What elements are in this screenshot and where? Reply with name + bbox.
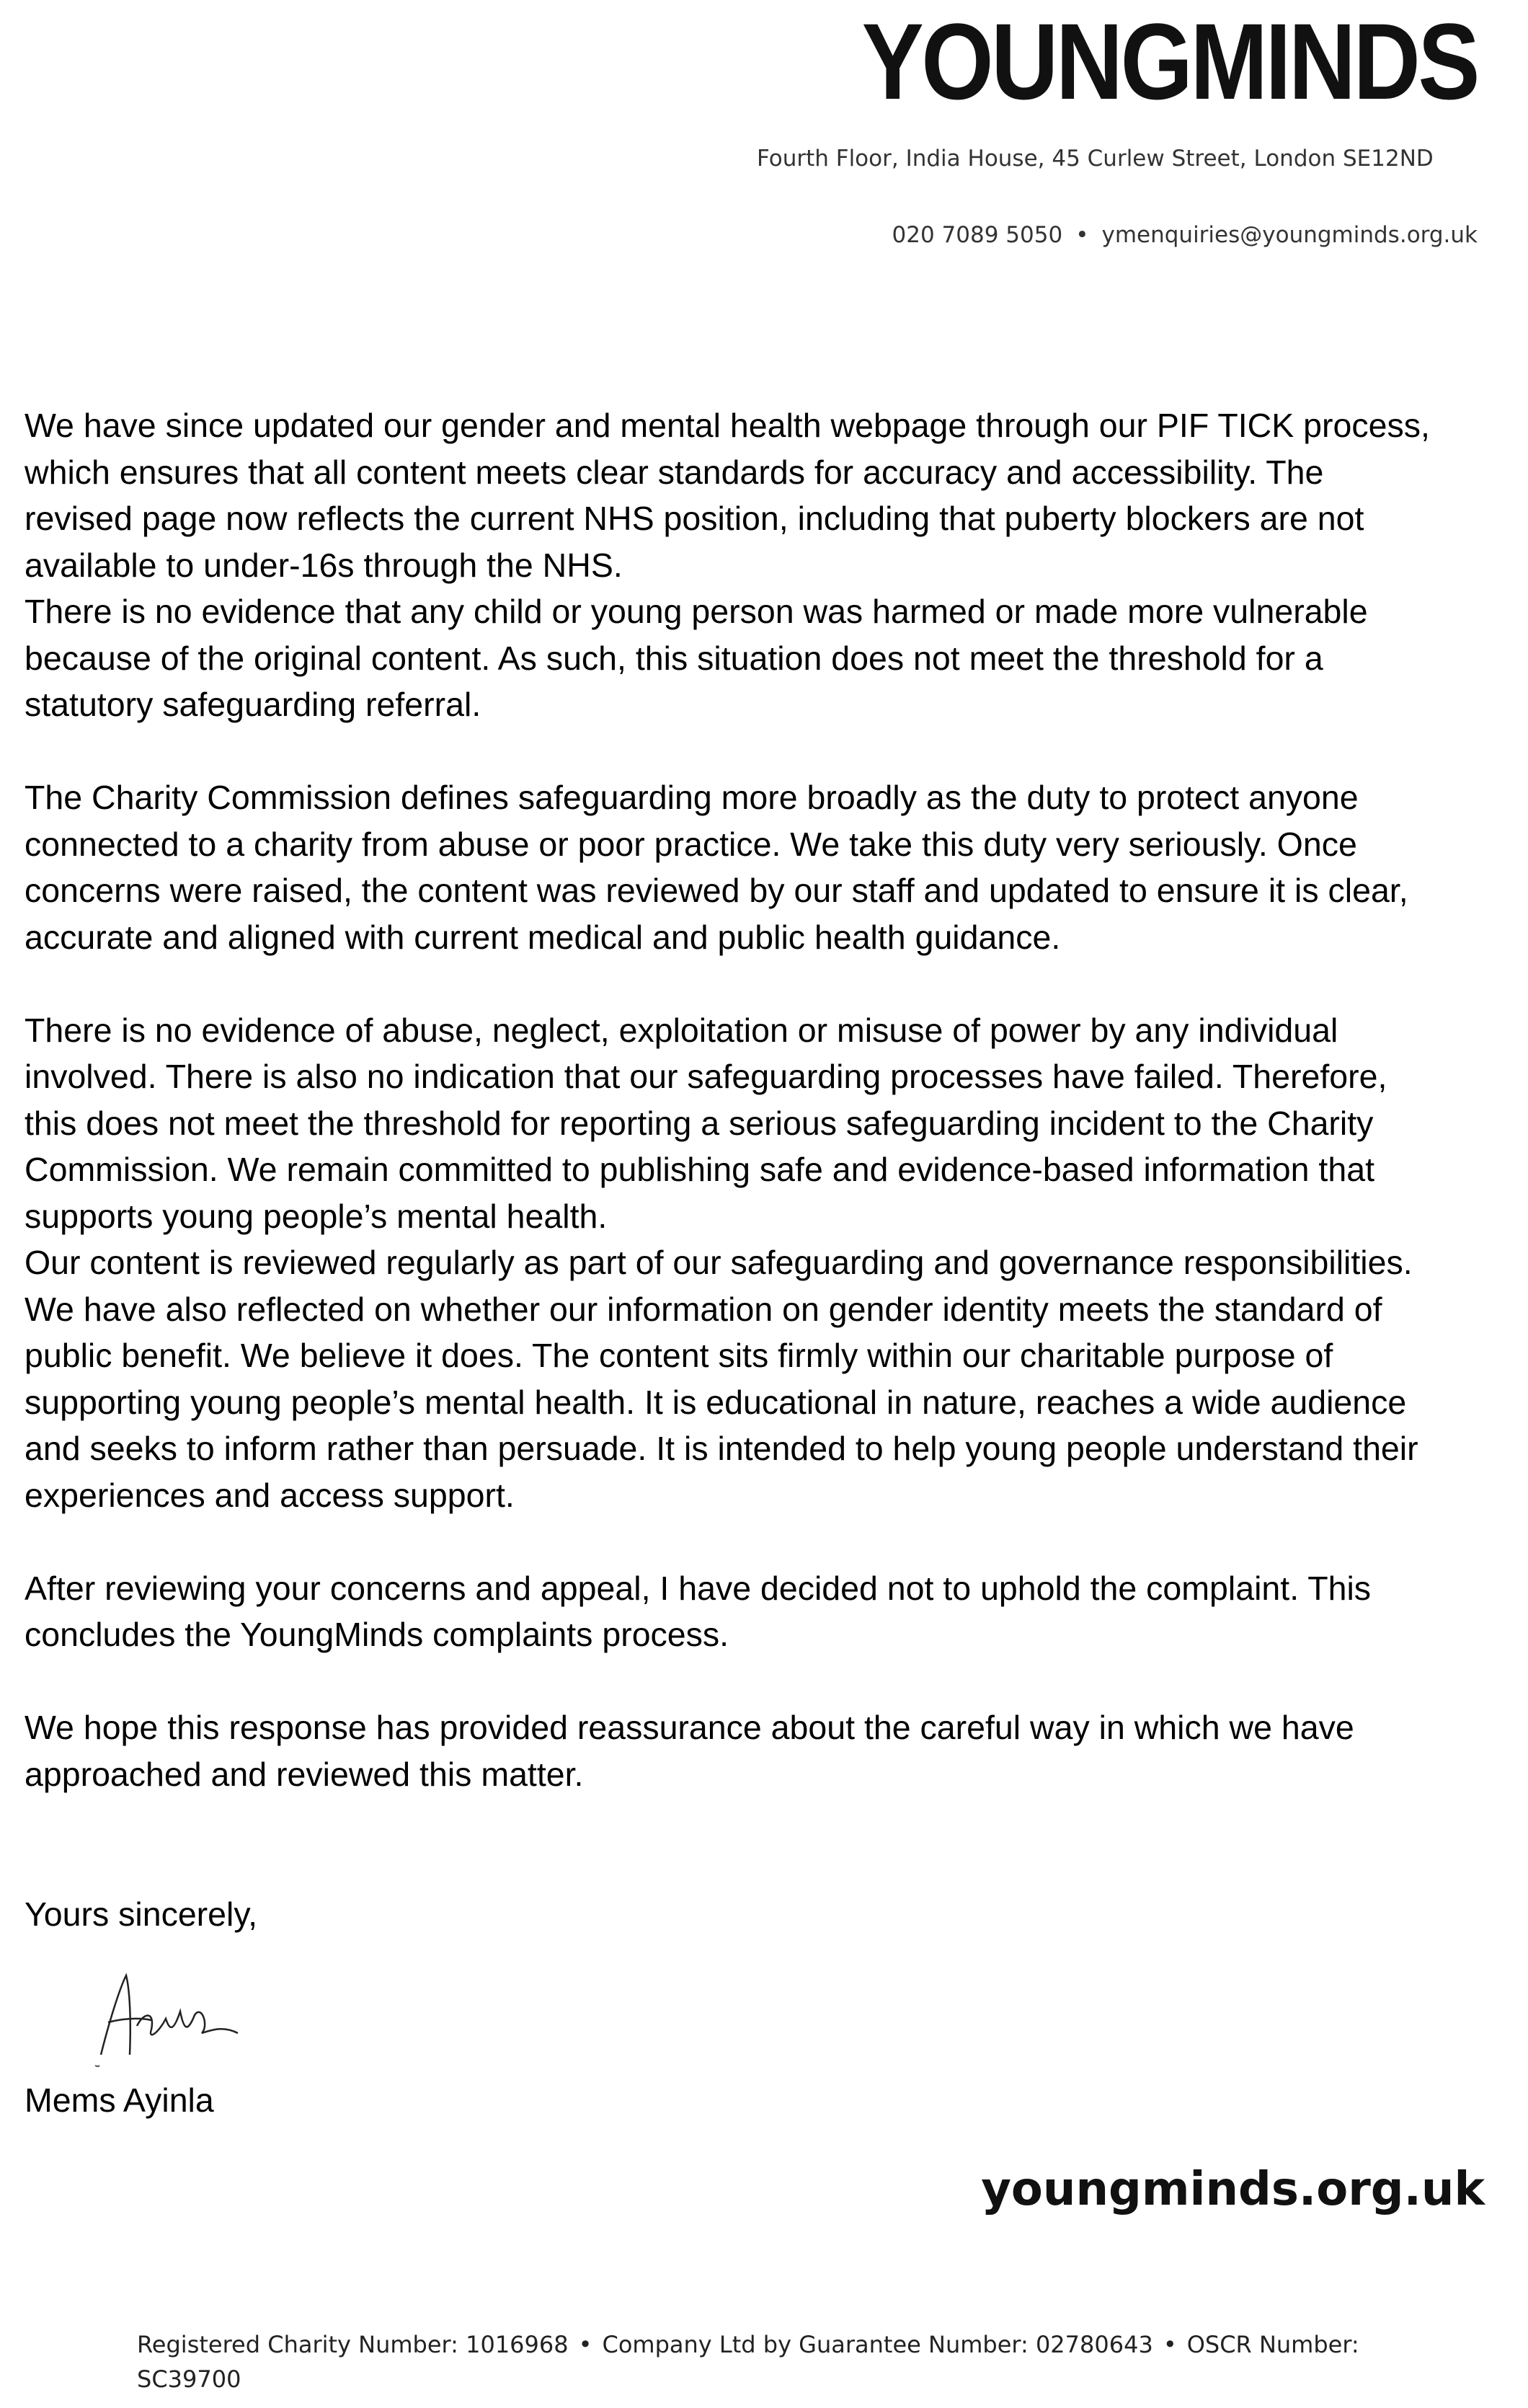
paragraph-1: We have since updated our gender and mental health webpage through our PIF TICK process, which ensures that all content meets clear standards for accuracy and accessibility. The revised page now reflects the current NHS position, including that puberty blockers are not available to under-16s through the NHS. — [25, 407, 1430, 584]
company-number: Company Ltd by Guarantee Number: 02780643 — [602, 2331, 1153, 2358]
handwritten-signature — [86, 1961, 259, 2076]
paragraph-5: Our content is reviewed regularly as part of our safeguarding and governance responsibilities. We have also reflected on whether our information on gender identity meets the standard of public benefit. We believe it does. The content sits firmly within our charitable purpose of supporting young people’s mental health. It is educational in nature, reaches a wide audience and seeks to inform rather than persuade. It is intended to help young people understand their experiences and access support. — [25, 1244, 1418, 1514]
youngminds-logo: YOUNGMINDS — [861, 1, 1478, 122]
phone-number: 020 7089 5050 — [892, 222, 1063, 248]
oscr-number: OSCR Number: SC39700 — [137, 2331, 1359, 2393]
charity-number: Registered Charity Number: 1016968 — [137, 2331, 569, 2358]
separator-bullet: • — [1075, 222, 1089, 248]
signatory-name: Mems Ayinla — [25, 2081, 214, 2119]
closing-salutation: Yours sincerely, — [25, 1895, 258, 1933]
email-address: ymenquiries@youngminds.org.uk — [1101, 222, 1478, 248]
footer-bullet: • — [1163, 2331, 1177, 2358]
paragraph-7: We hope this response has provided reassurance about the careful way in which we have approached and reviewed this matter. — [25, 1709, 1354, 1793]
paragraph-2: There is no evidence that any child or young person was harmed or made more vulnerable because of the original content. As such, this situation does not meet the threshold for a statutory safeguarding referral. — [25, 593, 1368, 723]
footer-registration — [137, 2327, 1456, 2396]
paragraph-4: There is no evidence of abuse, neglect, exploitation or misuse of power by any individual involved. There is also no indication that our safeguarding processes have failed. Therefore, this does not meet the threshold for reporting a serious safeguarding incident to the Charity Commission. We remain committed to publishing safe and evidence-based information that supports young people’s mental health. — [25, 1011, 1387, 1235]
paragraph-6: After reviewing your concerns and appeal, I have decided not to uphold the complaint. This concludes the YoungMinds complaints process. — [25, 1569, 1372, 1653]
website-url: youngminds.org.uk — [981, 2163, 1485, 2216]
footer-bullet: • — [578, 2331, 592, 2358]
address: Fourth Floor, India House, 45 Curlew Street, London SE12ND — [757, 146, 1434, 172]
letter-body — [25, 402, 1437, 1844]
contact-line — [757, 222, 1478, 248]
paragraph-3: The Charity Commission defines safeguarding more broadly as the duty to protect anyone connected to a charity from abuse or poor practice. We take this duty very seriously. Once concerns were raised, the content was reviewed by our staff and updated to ensure it is clear, accurate and aligned with current medical and public health guidance. — [25, 779, 1408, 956]
letterhead — [757, 0, 1478, 248]
